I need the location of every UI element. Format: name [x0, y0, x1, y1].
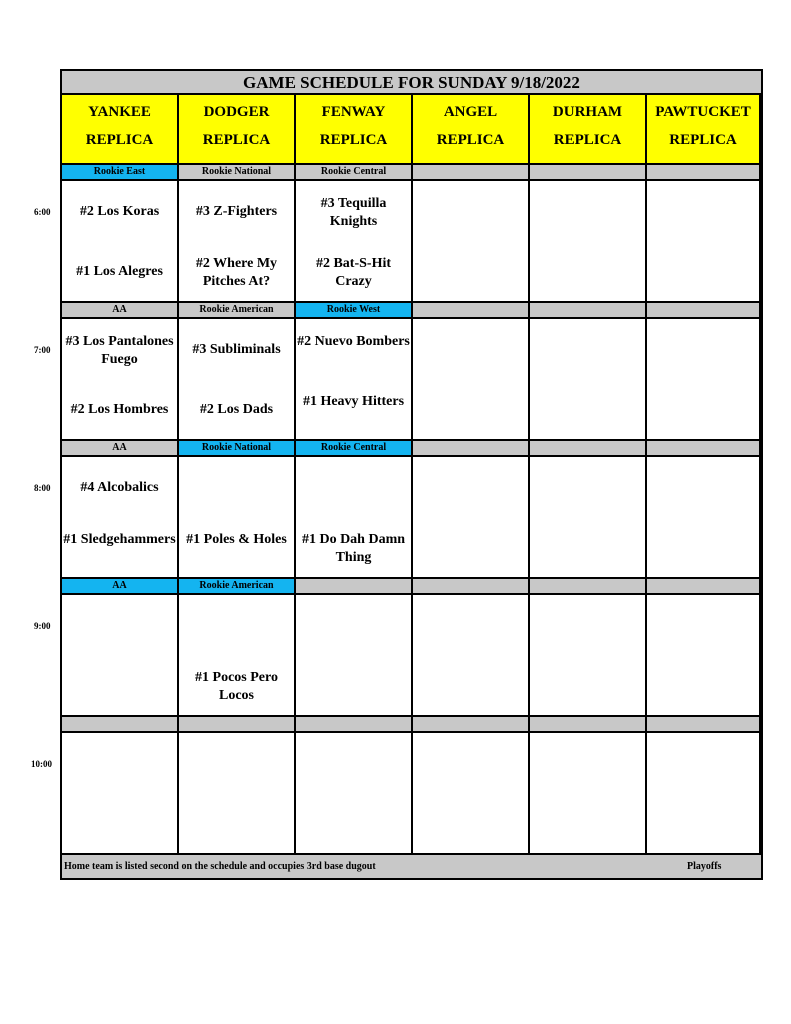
game-cell	[62, 181, 179, 303]
game-cell	[647, 595, 761, 717]
game-cell	[530, 319, 647, 441]
game-cell	[530, 595, 647, 717]
division-label: AA	[62, 441, 179, 457]
division-label	[296, 717, 413, 733]
division-label	[647, 441, 761, 457]
division-label	[413, 441, 530, 457]
division-label	[530, 441, 647, 457]
division-label: Rookie East	[62, 165, 179, 181]
game-cell	[413, 457, 530, 579]
division-label	[647, 717, 761, 733]
game-cell	[296, 733, 413, 855]
game-cell	[179, 319, 296, 441]
game-cell	[647, 457, 761, 579]
division-label	[296, 579, 413, 595]
division-label	[647, 303, 761, 319]
division-label	[530, 303, 647, 319]
game-cell	[179, 595, 296, 717]
game-cell	[296, 181, 413, 303]
division-label	[413, 165, 530, 181]
game-cell	[179, 733, 296, 855]
time-label: 10:00	[31, 759, 52, 769]
division-label	[413, 303, 530, 319]
schedule-table	[60, 69, 763, 880]
game-cell	[413, 733, 530, 855]
field-header	[530, 95, 647, 165]
away-team: #3 Los Pantalones Fuego	[65, 334, 174, 367]
home-team: #2 Los Dads	[199, 402, 274, 417]
schedule-title: GAME SCHEDULE FOR SUNDAY 9/18/2022	[62, 71, 761, 95]
away-team: #4 Alcobalics	[80, 480, 159, 495]
division-label: AA	[62, 579, 179, 595]
home-team: #2 Where My Pitches At?	[195, 256, 278, 289]
division-label	[530, 717, 647, 733]
division-label	[647, 165, 761, 181]
home-team-note: Home team is listed second on the schedule and occupies 3rd base dugout	[64, 861, 376, 872]
home-team: #1 Do Dah Damn Thing	[301, 532, 406, 565]
home-team: #2 Bat-S-Hit Crazy	[315, 256, 392, 289]
field-header	[413, 95, 530, 165]
field-header	[62, 95, 179, 165]
home-team: #1 Los Alegres	[76, 264, 163, 279]
division-label	[530, 579, 647, 595]
division-label: Rookie National	[179, 165, 296, 181]
game-cell	[530, 733, 647, 855]
division-label: Rookie National	[179, 441, 296, 457]
footer-bar	[62, 855, 761, 878]
home-team: #2 Los Hombres	[70, 402, 169, 417]
field-name: YANKEE	[88, 104, 151, 120]
field-header	[179, 95, 296, 165]
playoffs-label: Playoffs	[687, 861, 722, 872]
field-subtitle: REPLICA	[436, 132, 505, 148]
home-team: #1 Poles & Holes	[186, 532, 287, 547]
away-team: #3 Tequilla Knights	[320, 196, 387, 229]
division-label: Rookie American	[179, 303, 296, 319]
division-label: Rookie American	[179, 579, 296, 595]
field-subtitle: REPLICA	[202, 132, 271, 148]
game-cell	[413, 319, 530, 441]
game-cell	[413, 181, 530, 303]
field-subtitle: REPLICA	[669, 132, 737, 148]
game-cell	[296, 319, 413, 441]
field-subtitle: REPLICA	[319, 132, 388, 148]
division-label	[62, 717, 179, 733]
game-cell	[647, 319, 761, 441]
game-cell	[179, 181, 296, 303]
division-label	[530, 165, 647, 181]
game-cell	[647, 733, 761, 855]
game-cell	[530, 457, 647, 579]
game-cell	[530, 181, 647, 303]
away-team: #2 Nuevo Bombers	[297, 334, 410, 349]
division-label	[413, 717, 530, 733]
division-label: Rookie Central	[296, 441, 413, 457]
time-label: 8:00	[34, 483, 51, 493]
away-team: #2 Los Koras	[79, 204, 160, 219]
field-subtitle: REPLICA	[85, 132, 154, 148]
time-label: 9:00	[34, 621, 51, 631]
game-cell	[62, 319, 179, 441]
home-team: #1 Heavy Hitters	[302, 394, 405, 409]
away-team: #3 Subliminals	[192, 342, 281, 357]
time-label: 6:00	[34, 207, 51, 217]
division-label	[647, 579, 761, 595]
division-label: Rookie West	[296, 303, 413, 319]
field-header	[647, 95, 761, 165]
game-cell	[179, 457, 296, 579]
division-label: AA	[62, 303, 179, 319]
field-header	[296, 95, 413, 165]
away-team: #3 Z-Fighters	[195, 204, 278, 219]
game-cell	[62, 733, 179, 855]
field-name: ANGEL	[443, 104, 498, 120]
division-label	[413, 579, 530, 595]
field-name: DURHAM	[552, 104, 623, 120]
field-name: PAWTUCKET	[655, 104, 751, 120]
game-cell	[413, 595, 530, 717]
division-label	[179, 717, 296, 733]
game-cell	[296, 595, 413, 717]
time-label: 7:00	[34, 345, 51, 355]
home-team: #1 Pocos Pero Locos	[195, 670, 278, 703]
home-team: #1 Sledgehammers	[63, 532, 176, 547]
field-subtitle: REPLICA	[553, 132, 622, 148]
division-label: Rookie Central	[296, 165, 413, 181]
field-name: DODGER	[203, 104, 270, 120]
field-name: FENWAY	[321, 104, 386, 120]
game-cell	[647, 181, 761, 303]
game-cell	[62, 595, 179, 717]
game-cell	[62, 457, 179, 579]
game-cell	[296, 457, 413, 579]
